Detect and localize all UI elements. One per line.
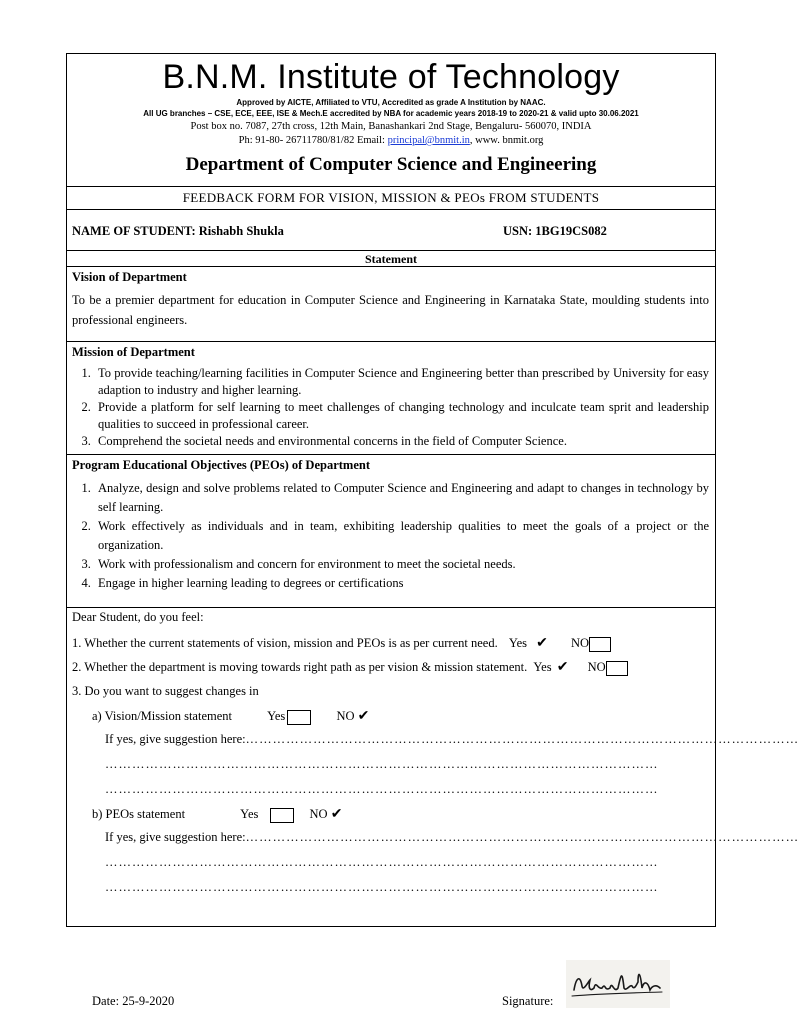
question-3b: [92, 806, 342, 823]
peos-section: [67, 454, 715, 608]
suggestion-line[interactable]: ……………………………………………………………………………………………………………: [105, 757, 659, 771]
department-title: Department of Computer Science and Engineering: [185, 154, 597, 175]
question-3b-yes-checkbox[interactable]: [270, 808, 294, 823]
form-title-row: [67, 186, 715, 209]
nba-line: All UG branches – CSE, ECE, EEE, ISE & Mech.E accredited by NBA for academic years 2018-19 to 2020-21 & valid upto 30.06.2021: [143, 109, 639, 118]
website-text: , www. bnmit.org: [469, 135, 544, 146]
question-3a-label: a) Vision/Mission statement: [92, 709, 232, 723]
student-row: [67, 209, 715, 250]
question-1-text: 1. Whether the current statements of vision, mission and PEOs is as per current need.: [72, 636, 498, 650]
suggestion-line[interactable]: ……………………………………………………………………………………………………………: [105, 855, 659, 869]
mission-item: 1. To provide teaching/learning facilities in Computer Science and Engineering better than prescribed by University for easy adaption to industry and higher learning.: [94, 365, 709, 399]
email-link[interactable]: principal@bnmit.in: [387, 135, 470, 146]
vision-heading: Vision of Department: [72, 270, 187, 284]
peo-item: 1. Analyze, design and solve problems related to Computer Science and Engineering and adapt to changes in technology by self learning.: [94, 479, 709, 517]
approval-line: Approved by AICTE, Affiliated to VTU, Accredited as grade A Institution by NAAC.: [236, 98, 546, 107]
suggestion-line[interactable]: ……………………………………………………………………………………………………………: [105, 782, 659, 796]
question-1-no-label: NO: [571, 636, 590, 650]
peos-list: [72, 479, 709, 593]
suggestion-dots: ……………………………………………………………………………………………………………: [245, 830, 799, 844]
suggestion-label: If yes, give suggestion here:: [105, 732, 246, 746]
question-3b-suggestion: [105, 830, 799, 845]
institute-name: B.N.M. Institute of Technology: [162, 58, 620, 96]
question-1-no-checkbox[interactable]: [589, 637, 611, 652]
question-1-yes-check[interactable]: ✔: [536, 636, 548, 651]
question-3a-no-label: NO: [336, 709, 355, 723]
question-3b-label: b) PEOs statement: [92, 807, 186, 821]
suggestion-line[interactable]: ……………………………………………………………………………………………………………: [105, 880, 659, 894]
peo-item: 4. Engage in higher learning leading to degrees or certifications: [94, 574, 709, 593]
suggestion-label: If yes, give suggestion here:: [105, 830, 246, 844]
vision-text: To be a premier department for education in Computer Science and Engineering in Karnataka State, moulding students into professional engineers.: [72, 293, 709, 327]
question-3a: [92, 708, 369, 725]
question-3b-yes-label: Yes: [240, 807, 259, 821]
statement-header-row: [67, 250, 715, 267]
suggestion-dots: ……………………………………………………………………………………………………………: [245, 732, 799, 746]
question-3: 3. Do you want to suggest changes in: [72, 684, 259, 698]
mission-heading: Mission of Department: [72, 345, 195, 359]
question-3a-yes-label: Yes: [267, 709, 286, 723]
address-line: Post box no. 7087, 27th cross, 12th Main, Banashankari 2nd Stage, Bengaluru- 560070, INDIA: [190, 121, 592, 132]
feedback-form-frame: [66, 53, 799, 927]
mission-item: 3. Comprehend the societal needs and environmental concerns in the field of Computer Science.: [94, 433, 709, 450]
questions-intro: Dear Student, do you feel:: [72, 610, 204, 624]
question-1-yes-label: Yes: [508, 636, 528, 650]
mission-item: 2. Provide a platform for self learning to meet challenges of changing technology and inculcate team sprit and leadership qualities to succeed in professional career.: [94, 399, 709, 433]
contact-line: [67, 135, 715, 146]
question-2: [72, 659, 628, 676]
phone-text: Ph: 91-80- 26711780/81/82 Email:: [238, 135, 388, 146]
question-2-yes-check[interactable]: ✔: [556, 660, 569, 675]
question-1: [72, 635, 611, 652]
student-usn: USN: 1BG19CS082: [503, 224, 607, 238]
question-2-no-checkbox[interactable]: [606, 661, 628, 676]
question-3b-no-label: NO: [309, 807, 328, 821]
mission-list: [72, 365, 709, 450]
form-title: FEEDBACK FORM FOR VISION, MISSION & PEOs FROM STUDENTS: [182, 190, 600, 205]
peos-heading: Program Educational Objectives (PEOs) of Department: [72, 458, 370, 472]
peo-item: 3. Work with professionalism and concern for environment to meet the societal needs.: [94, 555, 709, 574]
handwritten-signature: [566, 960, 670, 1008]
statement-header: Statement: [365, 252, 417, 266]
question-3b-no-check[interactable]: ✔: [330, 807, 343, 822]
question-3a-no-check[interactable]: ✔: [357, 709, 370, 724]
question-2-yes-label: Yes: [533, 660, 552, 674]
signature-label: Signature:: [502, 994, 554, 1008]
question-2-text: 2. Whether the department is moving towards right path as per vision & mission statement.: [72, 660, 528, 674]
questions-section: [67, 607, 799, 928]
student-name: NAME OF STUDENT: Rishabh Shukla: [72, 224, 284, 238]
question-3a-suggestion: [105, 732, 799, 747]
question-3a-yes-checkbox[interactable]: [287, 710, 311, 725]
signature-image: [566, 960, 670, 1008]
mission-section: [67, 341, 715, 455]
question-2-no-label: NO: [587, 660, 606, 674]
peo-item: 2. Work effectively as individuals and in team, exhibiting leadership qualities to meet the goals of a project or the organization.: [94, 517, 709, 555]
vision-section: [67, 266, 715, 341]
date-text: Date: 25-9-2020: [92, 994, 175, 1008]
